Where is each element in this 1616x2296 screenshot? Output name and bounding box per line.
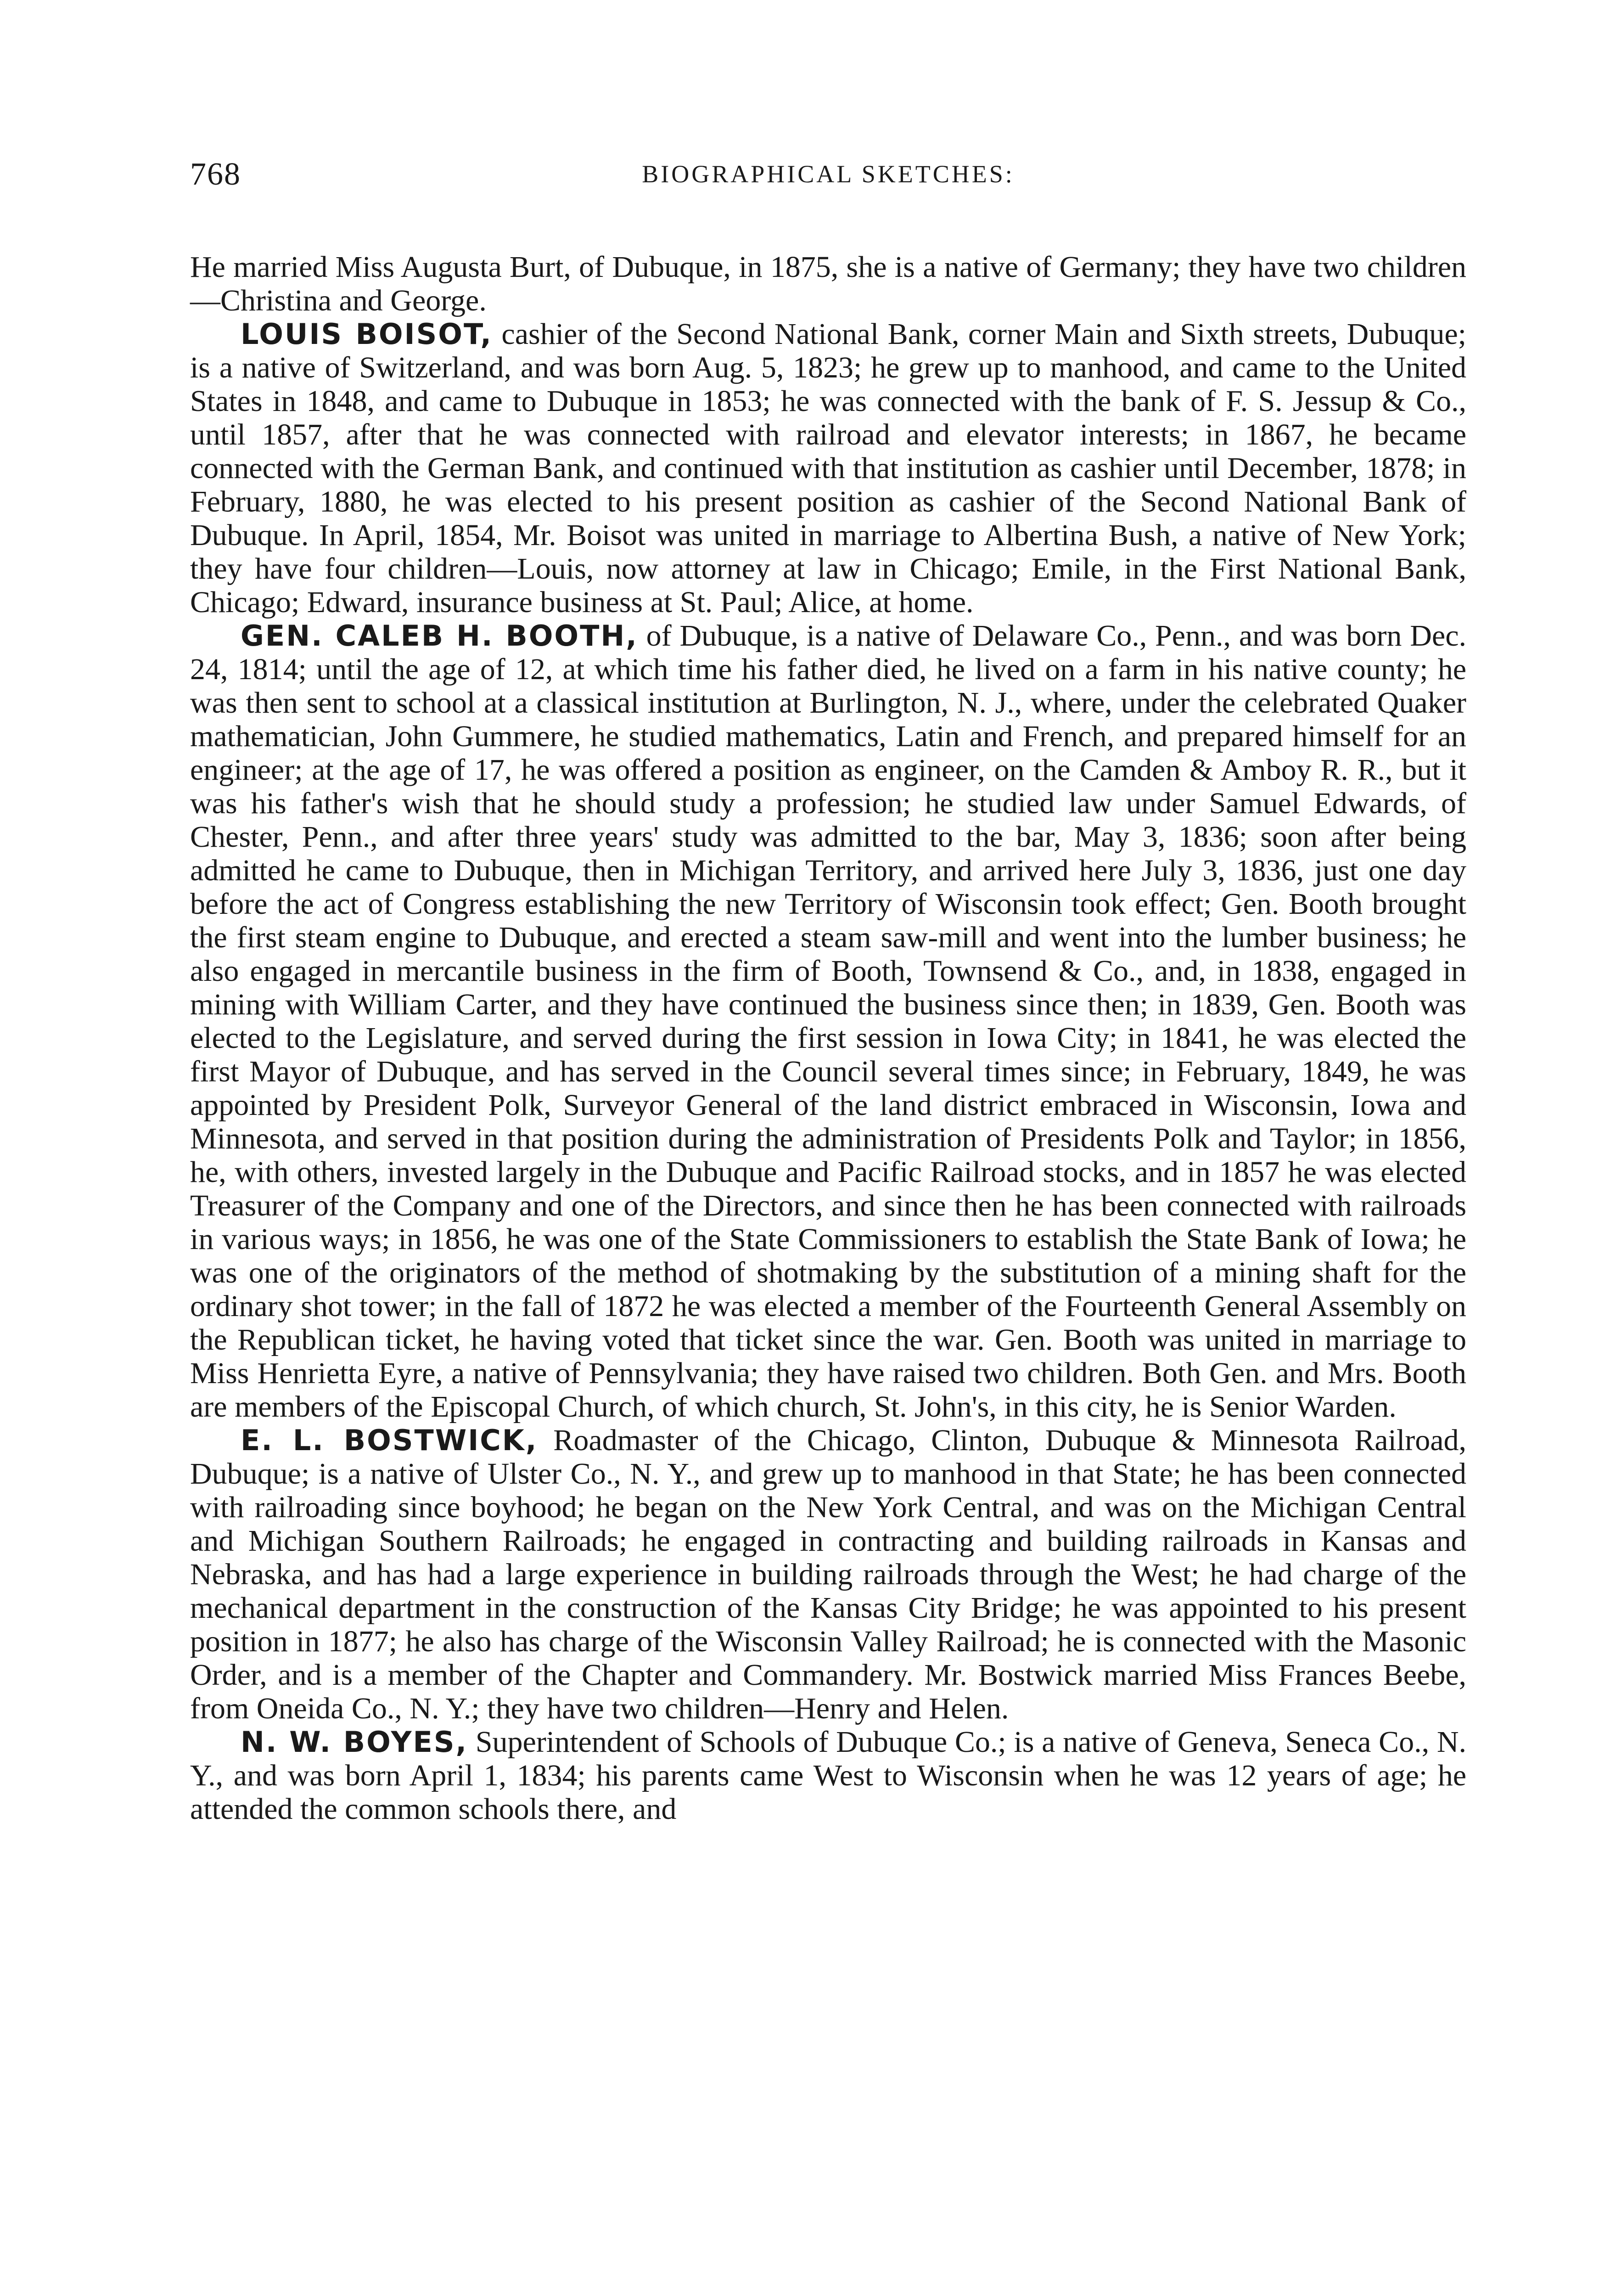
entry-name: N. W. BOYES, (241, 1725, 468, 1759)
entry-name: E. L. BOSTWICK, (241, 1424, 538, 1457)
entry-text: cashier of the Second National Bank, corner Main and Sixth streets, Dubuque; is a native of Switzerland, and was born Aug. 5, 1823; he grew up to manhood, and came to the United States in 1848, and came to Dubuque in 1853; he was connected with the bank of F. S. Jessup & Co., until 1857, after that he was connected with railroad and elevator interests; in 1867, he became connected with the German Bank, and continued with that institution as cashier until December, 1878; in February, 1880, he was elected to his present position as cashier of the Second National Bank of Dubuque. In April, 1854, Mr. Boisot was united in marriage to Albertina Bush, a native of New York; they have four children—Louis, now attorney at law in Chicago; Emile, in the First National Bank, Chicago; Edward, insurance business at St. Paul; Alice, at home. (190, 317, 1466, 619)
entry-text: Superintendent of Schools of Dubuque Co.; is a native of Geneva, Seneca Co., N. Y., and was born April 1, 1834; his parents came West to Wisconsin when he was 12 years of age; he attended the common schools there, and (190, 1725, 1466, 1826)
continuation-paragraph: He married Miss Augusta Burt, of Dubuque, in 1875, she is a native of Germany; they have two children—Christina and George. (190, 250, 1466, 317)
page-body (190, 250, 1466, 1826)
entry-boisot (190, 317, 1466, 619)
page-number: 768 (190, 157, 241, 192)
running-title: BIOGRAPHICAL SKETCHES: (642, 160, 1015, 188)
entry-name: GEN. CALEB H. BOOTH, (241, 619, 638, 653)
entry-bostwick (190, 1424, 1466, 1725)
entry-boyes (190, 1725, 1466, 1826)
page-header (190, 156, 1466, 207)
entry-name: LOUIS BOISOT, (241, 317, 493, 351)
entry-booth (190, 619, 1466, 1424)
entry-text: of Dubuque, is a native of Delaware Co., Penn., and was born Dec. 24, 1814; until the age of 12, at which time his father died, he lived on a farm in his native county; he was then sent to school at a classical institution at Burlington, N. J., where, under the celebrated Quaker mathematician, John Gummere, he studied mathematics, Latin and French, and prepared himself for an engineer; at the age of 17, he was offered a position as engineer, on the Camden & Amboy R. R., but it was his father's wish that he should study a profession; he studied law under Samuel Edwards, of Chester, Penn., and after three years' study was admitted to the bar, May 3, 1836; soon after being admitted he came to Dubuque, then in Michigan Territory, and arrived here July 3, 1836, just one day before the act of Congress establishing the new Territory of Wisconsin took effect; Gen. Booth brought the first steam engine to Dubuque, and erected a steam saw-mill and went into the lumber business; he also engaged in mercantile business in the firm of Booth, Townsend & Co., and, in 1838, engaged in mining with William Carter, and they have continued the business since then; in 1839, Gen. Booth was elected to the Legislature, and served during the first session in Iowa City; in 1841, he was elected the first Mayor of Dubuque, and has served in the Council several times since; in February, 1849, he was appointed by President Polk, Surveyor General of the land district embraced in Wisconsin, Iowa and Minnesota, and served in that position during the administration of Presidents Polk and Taylor; in 1856, he, with others, invested largely in the Dubuque and Pacific Railroad stocks, and in 1857 he was elected Treasurer of the Company and one of the Directors, and since then he has been connected with railroads in various ways; in 1856, he was one of the State Commissioners to establish the State Bank of Iowa; he was one of the originators of the method of shotmaking by the substitution of a mining shaft for the ordinary shot tower; in the fall of 1872 he was elected a member of the Fourteenth General Assembly on the Republican ticket, he having voted that ticket since the war. Gen. Booth was united in marriage to Miss Henrietta Eyre, a native of Pennsylvania; they have raised two children. Both Gen. and Mrs. Booth are members of the Episcopal Church, of which church, St. John's, in this city, he is Senior Warden. (190, 619, 1466, 1424)
entry-text: Roadmaster of the Chicago, Clinton, Dubuque & Minnesota Railroad, Dubuque; is a native of Ulster Co., N. Y., and grew up to manhood in that State; he has been connected with railroading since boyhood; he began on the New York Central, and was on the Michigan Central and Michigan Southern Railroads; he engaged in contracting and building railroads in Kansas and Nebraska, and has had a large experience in building railroads through the West; he had charge of the mechanical department in the construction of the Kansas City Bridge; he was appointed to his present position in 1877; he also has charge of the Wisconsin Valley Railroad; he is connected with the Masonic Order, and is a member of the Chapter and Commandery. Mr. Bostwick married Miss Frances Beebe, from Oneida Co., N. Y.; they have two children—Henry and Helen. (190, 1424, 1467, 1725)
